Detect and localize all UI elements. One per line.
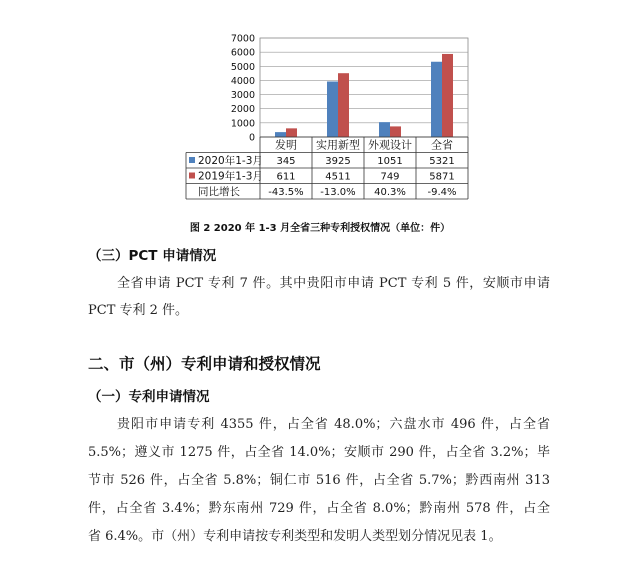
category-label: 外观设计 bbox=[368, 138, 412, 152]
apply-paragraph-line: 省 6.4%。市（州）专利申请按专利类型和发明人类型划分情况见表 1。 bbox=[88, 529, 502, 544]
data-label: 4511 bbox=[325, 171, 351, 183]
y-tick-label: 5000 bbox=[230, 61, 255, 73]
category-label: 全省 bbox=[431, 138, 453, 152]
y-tick-label: 4000 bbox=[230, 75, 255, 87]
data-label: 5871 bbox=[429, 171, 455, 183]
category-label: 实用新型 bbox=[316, 138, 360, 152]
bar-2020 bbox=[379, 122, 390, 137]
growth-value: -9.4% bbox=[427, 187, 457, 198]
pct-paragraph-line-1: 全省申请 PCT 专利 7 件。其中贵阳市申请 PCT 专利 5 件，安顺市申请 bbox=[117, 276, 550, 291]
data-label: 749 bbox=[380, 171, 400, 183]
data-label: 3925 bbox=[325, 156, 351, 167]
patent-grant-chart bbox=[0, 0, 618, 215]
y-tick-label: 6000 bbox=[230, 47, 255, 59]
bar-2019 bbox=[442, 54, 453, 137]
category-label: 发明 bbox=[275, 138, 297, 152]
y-tick-label: 1000 bbox=[230, 118, 255, 130]
apply-paragraph-line: 件，占全省 3.4%；黔东南州 729 件，占全省 8.0%；黔南州 578 件，占全 bbox=[88, 501, 550, 516]
legend-label: 2019年1-3月 bbox=[198, 170, 263, 183]
data-label: 1051 bbox=[377, 156, 403, 167]
bar-2020 bbox=[327, 81, 338, 137]
y-tick-label: 2000 bbox=[230, 104, 255, 116]
growth-value: -43.5% bbox=[268, 187, 304, 198]
apply-paragraph-line: 贵阳市申请专利 4355 件，占全省 48.0%；六盘水市 496 件，占全省 bbox=[117, 417, 550, 432]
growth-value: 40.3% bbox=[374, 187, 406, 198]
data-label: 5321 bbox=[429, 156, 455, 167]
growth-row-label: 同比增长 bbox=[198, 186, 240, 198]
growth-value: -13.0% bbox=[320, 187, 356, 198]
legend-label: 2020年1-3月 bbox=[198, 155, 263, 167]
chart-caption: 图 2 2020 年 1-3 月全省三种专利授权情况（单位：件） bbox=[189, 223, 451, 234]
bar-2020 bbox=[275, 132, 286, 137]
apply-heading: （一）专利申请情况 bbox=[88, 389, 210, 405]
apply-paragraph-line: 节市 526 件，占全省 5.8%；铜仁市 516 件，占全省 5.7%；黔西南州 313 bbox=[88, 473, 550, 488]
legend-key bbox=[189, 157, 195, 163]
bar-2019 bbox=[286, 128, 297, 137]
legend-key bbox=[189, 173, 195, 179]
data-label: 611 bbox=[276, 171, 296, 183]
data-label: 345 bbox=[276, 156, 296, 167]
apply-paragraph-line: 5.5%；遵义市 1275 件，占全省 14.0%；安顺市 290 件，占全省 3.2%；毕 bbox=[88, 445, 550, 460]
pct-paragraph-line-2: PCT 专利 2 件。 bbox=[88, 303, 189, 318]
section-heading-city: 二、市（州）专利申请和授权情况 bbox=[88, 355, 321, 373]
y-tick-label: 3000 bbox=[230, 90, 255, 102]
y-tick-label: 0 bbox=[248, 132, 255, 144]
pct-heading: （三）PCT 申请情况 bbox=[88, 248, 217, 264]
y-tick-label: 7000 bbox=[230, 33, 255, 45]
bar-2019 bbox=[338, 73, 349, 137]
bar-2019 bbox=[390, 126, 401, 137]
bar-2020 bbox=[431, 62, 442, 137]
